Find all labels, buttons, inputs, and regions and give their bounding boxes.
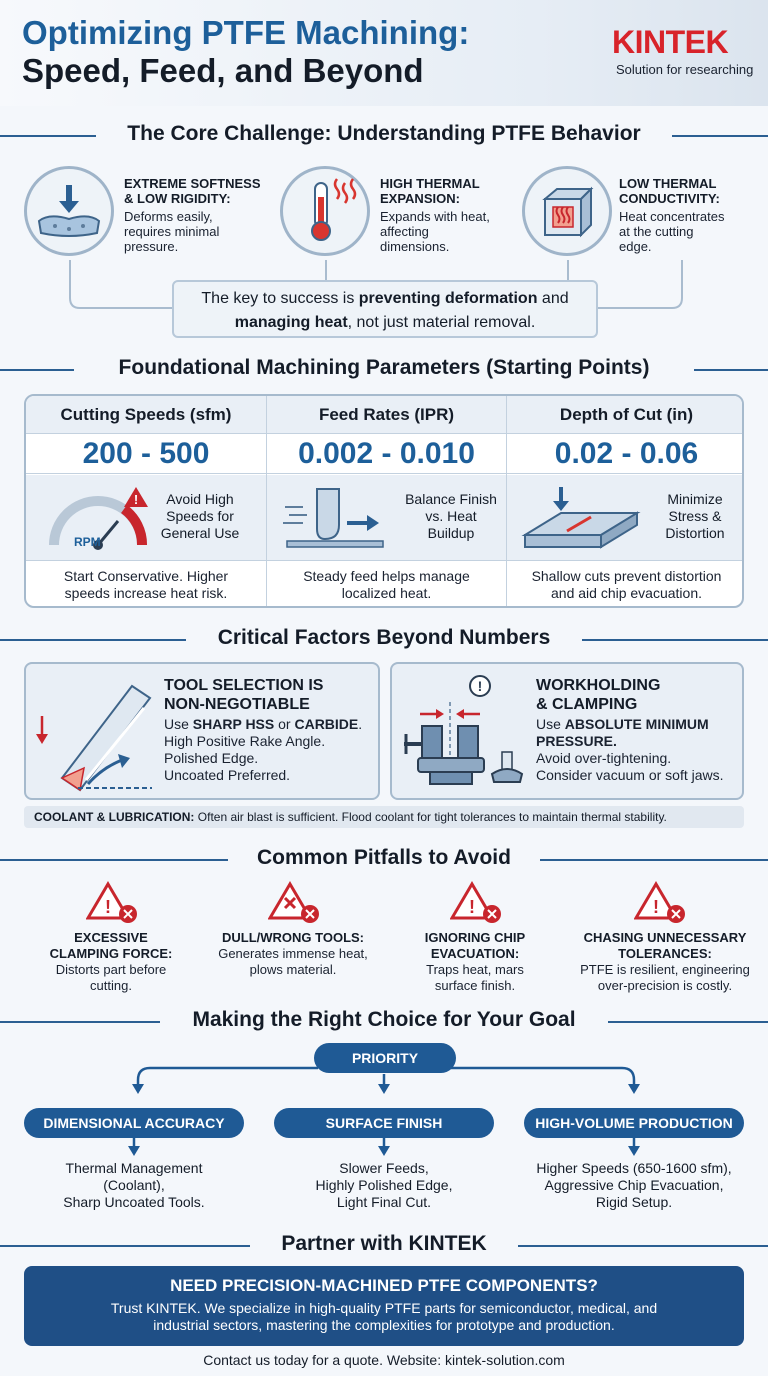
parameters-table [24,394,744,608]
param-value-speed: 200 - 500 [26,434,266,474]
svg-text:!: ! [469,897,475,917]
option-desc-volume: Higher Speeds (650-1600 sfm), Aggressive Chip Evacuation, Rigid Setup. [536,1160,732,1210]
section-heading-params [0,352,768,386]
param-tip-depth: Minimize Stress & Distortion [665,491,725,541]
param-column-speed [26,396,266,608]
thermometer-icon [280,166,370,256]
heat-cube-icon [522,166,612,256]
param-note-feed: Steady feed helps manage localized heat. [303,568,470,601]
option-desc-finish: Slower Feeds, Highly Polished Edge, Light Final Cut. [315,1160,453,1210]
partner-heading: Partner with KINTEK [281,1232,487,1255]
workholding-card-text: Use ABSOLUTE MINIMUM PRESSURE. Avoid over-tightening. Consider vacuum or soft jaws. [536,716,724,783]
expansion-desc: Expands with heat, affecting dimensions. [380,209,490,254]
cutting-tool-icon [32,672,162,792]
param-value-feed: 0.002 - 0.010 [267,434,506,474]
conductivity-desc: Heat concentrates at the cutting edge. [619,209,725,254]
param-visual-depth [507,475,744,561]
tool-card-text: Use SHARP HSS or CARBIDE. High Positive Rake Angle. Polished Edge. Uncoated Preferred. [164,716,363,783]
warning-icon [634,880,688,926]
key-message-box: The key to success is preventing deformation and managing heat, not just material removal. [172,280,598,338]
svg-text:!: ! [105,897,111,917]
warning-icon [268,880,322,926]
section-heading-challenge [0,118,768,152]
expansion-title: HIGH THERMAL EXPANSION: [380,176,480,206]
workholding-card [390,662,744,800]
softness-desc: Deforms easily, requires minimal pressure. [124,209,220,254]
softness-icon [24,166,114,256]
brand-logo: KINTEK [612,24,729,60]
pitfalls-heading: Common Pitfalls to Avoid [257,846,511,869]
tool-card-title: TOOL SELECTION IS NON-NEGOTIABLE [164,677,324,713]
tool-selection-card [24,662,380,800]
feed-tool-icon [281,485,391,555]
option-desc-accuracy: Thermal Management (Coolant), Sharp Uncoated Tools. [63,1160,205,1210]
depth-block-icon [521,483,641,557]
param-header-speed: Cutting Speeds (sfm) [26,396,266,434]
param-visual-feed [267,475,506,561]
param-note-speed: Start Conservative. Higher speeds increase heat risk. [63,568,229,601]
param-value-depth: 0.02 - 0.06 [507,434,744,474]
page-title-line1: Optimizing PTFE Machining: [22,14,470,51]
option-pill-volume: HIGH-VOLUME PRODUCTION [524,1108,744,1138]
section-heading-pitfalls [0,842,768,876]
pitfall-chip-evacuation: IGNORING CHIP EVACUATION: Traps heat, mars surface finish. [424,930,526,993]
param-column-depth [507,396,744,608]
rpm-label: RPM [74,535,101,549]
challenge-heading: The Core Challenge: Understanding PTFE Behavior [127,122,641,145]
factors-heading: Critical Factors Beyond Numbers [217,626,551,649]
params-heading: Foundational Machining Parameters (Starting Points) [118,356,650,379]
warning-icon [450,880,504,926]
contact-line[interactable]: Contact us today for a quote. Website: kintek-solution.com [203,1352,565,1368]
section-heading-partner [0,1228,768,1262]
partner-cta-text: Trust KINTEK. We specialize in high-quality PTFE parts for semiconductor, medical, and industrial sectors, mastering the complexities for prototype and production. [110,1300,658,1333]
pitfall-tolerances: CHASING UNNECESSARY TOLERANCES: PTFE is resilient, engineering over-precision is costly. [580,930,750,993]
warning-icon [86,880,140,926]
choice-heading: Making the Right Choice for Your Goal [192,1008,576,1031]
param-tip-feed: Balance Finish vs. Heat Buildup [405,491,497,541]
pitfall-clamping: EXCESSIVE CLAMPING FORCE: Distorts part before cutting. [49,930,173,993]
workholding-card-title: WORKHOLDING & CLAMPING [536,677,661,713]
param-column-feed [267,396,506,608]
section-heading-factors [0,622,768,656]
param-header-feed: Feed Rates (IPR) [267,396,506,434]
pitfall-dull-tools: DULL/WRONG TOOLS: Generates immense heat, plows material. [218,930,368,977]
param-note-depth: Shallow cuts prevent distortion and aid chip evacuation. [531,568,722,601]
priority-pill: PRIORITY [314,1043,456,1073]
softness-title: EXTREME SOFTNESS & LOW RIGIDITY: [124,176,261,206]
option-pill-accuracy: DIMENSIONAL ACCURACY [24,1108,244,1138]
param-header-depth: Depth of Cut (in) [507,396,744,434]
page-title-line2: Speed, Feed, and Beyond [22,52,424,89]
svg-text:!: ! [133,492,139,507]
vise-clamp-icon [400,674,536,792]
partner-cta-title: NEED PRECISION-MACHINED PTFE COMPONENTS? [170,1276,598,1295]
section-heading-choice [0,1004,768,1038]
svg-text:!: ! [477,678,483,694]
param-visual-speed [26,475,266,561]
svg-text:!: ! [653,897,659,917]
param-tip-speed: Avoid High Speeds for General Use [160,491,240,541]
conductivity-title: LOW THERMAL CONDUCTIVITY: [619,176,720,206]
coolant-note-bar: COOLANT & LUBRICATION: Often air blast is sufficient. Flood coolant for tight tolerances to maintain thermal stability. [24,806,744,828]
option-pill-finish: SURFACE FINISH [274,1108,494,1138]
brand-tagline: Solution for researching [616,62,754,77]
